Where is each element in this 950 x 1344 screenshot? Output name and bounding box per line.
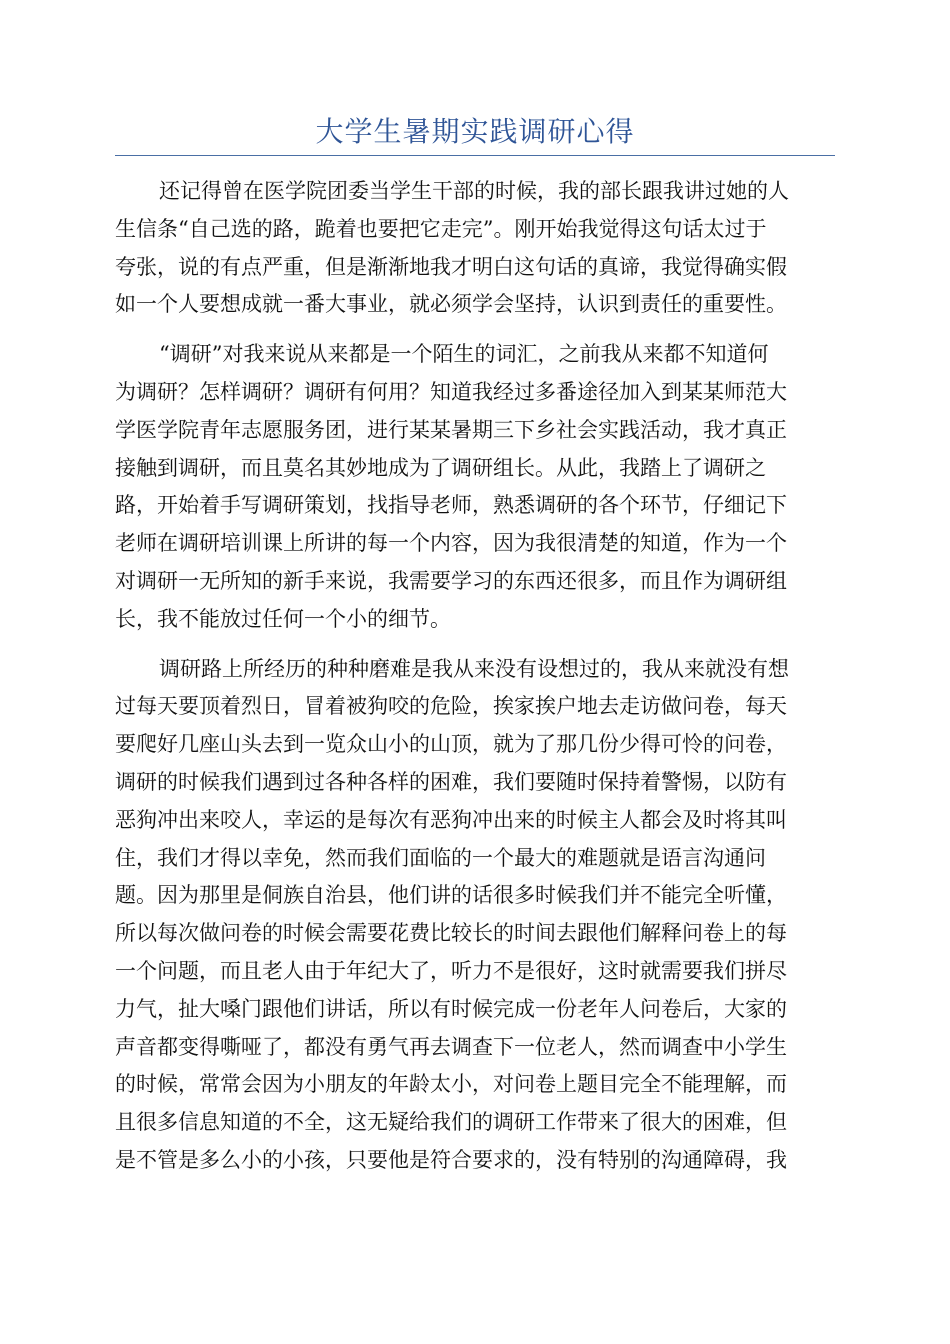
text-line: “调研”对我来说从来都是一个陌生的词汇，之前我从来都不知道何 bbox=[159, 342, 769, 367]
paragraph bbox=[115, 173, 835, 324]
text-line: 过每天要顶着烈日，冒着被狗咬的危险，挨家挨户地去走访做问卷，每天 bbox=[115, 694, 787, 719]
text-line: 恶狗冲出来咬人，幸运的是每次有恶狗冲出来的时候主人都会及时将其叫 bbox=[115, 807, 787, 832]
text-line: 是不管是多么小的小孩，只要他是符合要求的，没有特别的沟通障碍，我 bbox=[115, 1147, 787, 1172]
text-line: 为调研？怎样调研？调研有何用？知道我经过多番途径加入到某某师范大 bbox=[115, 379, 787, 404]
text-line: 调研路上所经历的种种磨难是我从来没有设想过的，我从来就没有想 bbox=[159, 656, 789, 681]
text-line: 所以每次做问卷的时候会需要花费比较长的时间去跟他们解释问卷上的每 bbox=[115, 921, 787, 946]
document-body bbox=[115, 173, 835, 1192]
text-line: 长，我不能放过任何一个小的细节。 bbox=[115, 606, 451, 631]
text-line: 要爬好几座山头去到一览众山小的山顶，就为了那几份少得可怜的问卷， bbox=[115, 732, 787, 757]
text-line: 调研的时候我们遇到过各种各样的困难，我们要随时保持着警惕，以防有 bbox=[115, 769, 787, 794]
text-line: 生信条“自己选的路，跪着也要把它走完”。刚开始我觉得这句话太过于 bbox=[115, 216, 767, 241]
document-title: 大学生暑期实践调研心得 bbox=[315, 115, 635, 148]
paragraph bbox=[115, 336, 835, 638]
text-line: 且很多信息知道的不全，这无疑给我们的调研工作带来了很大的困难，但 bbox=[115, 1110, 787, 1135]
paragraph bbox=[115, 651, 835, 1180]
text-line: 老师在调研培训课上所讲的每一个内容，因为我很清楚的知道，作为一个 bbox=[115, 531, 787, 556]
title-underline bbox=[115, 155, 835, 156]
text-line: 如一个人要想成就一番大事业，就必须学会坚持，认识到责任的重要性。 bbox=[115, 292, 787, 317]
text-line: 声音都变得嘶哑了，都没有勇气再去调查下一位老人，然而调查中小学生 bbox=[115, 1034, 787, 1059]
text-line: 学医学院青年志愿服务团，进行某某暑期三下乡社会实践活动，我才真正 bbox=[115, 417, 787, 442]
text-line: 住，我们才得以幸免，然而我们面临的一个最大的难题就是语言沟通问 bbox=[115, 845, 766, 870]
text-line: 对调研一无所知的新手来说，我需要学习的东西还很多，而且作为调研组 bbox=[115, 568, 787, 593]
text-line: 还记得曾在医学院团委当学生干部的时候，我的部长跟我讲过她的人 bbox=[159, 179, 789, 203]
text-line: 一个问题，而且老人由于年纪大了，听力不是很好，这时就需要我们拼尽 bbox=[115, 958, 787, 983]
text-line: 力气，扯大嗓门跟他们讲话，所以有时候完成一份老年人问卷后，大家的 bbox=[115, 996, 787, 1021]
text-line: 夸张，说的有点严重，但是渐渐地我才明白这句话的真谛，我觉得确实假 bbox=[115, 254, 787, 279]
text-line: 接触到调研，而且莫名其妙地成为了调研组长。从此，我踏上了调研之 bbox=[115, 455, 766, 480]
text-line: 路，开始着手写调研策划，找指导老师，熟悉调研的各个环节，仔细记下 bbox=[115, 493, 787, 518]
text-line: 题。因为那里是侗族自治县，他们讲的话很多时候我们并不能完全听懂， bbox=[115, 883, 787, 908]
text-line: 的时候，常常会因为小朋友的年龄太小，对问卷上题目完全不能理解，而 bbox=[115, 1072, 787, 1097]
